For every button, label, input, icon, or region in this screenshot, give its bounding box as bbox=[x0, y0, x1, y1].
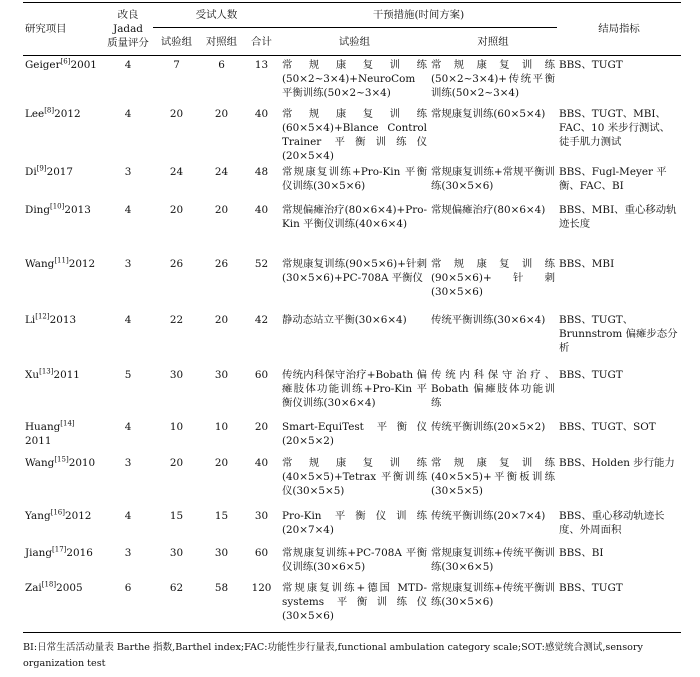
experimental-count-cell: 7 bbox=[173, 59, 180, 71]
outcome-cell: BBS、TUGT bbox=[559, 581, 623, 594]
table-row bbox=[23, 579, 681, 633]
experimental-intervention-cell: 常规康复训练(40×5×5)+Tetrax 平衡训练仪(30×5×5) bbox=[282, 456, 427, 497]
outcome-cell: BBS、TUGT bbox=[559, 368, 623, 381]
experimental-count-cell: 20 bbox=[169, 456, 184, 469]
table-row bbox=[23, 454, 681, 507]
jadad-score-cell: 5 bbox=[124, 368, 132, 381]
study-characteristics-table bbox=[23, 2, 681, 633]
total-count-cell: 40 bbox=[254, 456, 269, 469]
header-outcome: 结局指标 bbox=[557, 3, 681, 56]
jadad-score-cell: 3 bbox=[124, 165, 132, 178]
experimental-count-cell: 20 bbox=[169, 203, 184, 216]
outcome-cell: BBS、MBI bbox=[559, 257, 615, 270]
experimental-count-cell: 10 bbox=[169, 420, 184, 433]
control-count-cell: 24 bbox=[214, 165, 229, 178]
table-row bbox=[23, 366, 681, 418]
experimental-intervention-cell: Pro-Kin 平衡仪训练(20×7×4) bbox=[282, 509, 427, 536]
control-count-cell: 15 bbox=[214, 509, 229, 522]
total-count-cell: 52 bbox=[254, 257, 269, 270]
total-count-cell: 120 bbox=[251, 581, 272, 594]
footnote: BI:日常生活活动量表 Barthe 指数,Barthel index;FAC:功能性步行量表,functional ambulation category scale;SOT:感觉统合测试,sensory organization test bbox=[23, 642, 643, 669]
jadad-score-cell: 4 bbox=[124, 107, 132, 120]
experimental-count-cell: 15 bbox=[169, 509, 184, 522]
outcome-cell: BBS、重心移动轨迹长度、外周面积 bbox=[559, 509, 665, 536]
outcome-cell: BBS、MBI、重心移动轨迹长度 bbox=[559, 203, 677, 230]
outcome-cell: BBS、BI bbox=[559, 546, 604, 559]
experimental-count-cell: 26 bbox=[169, 257, 184, 270]
jadad-score-cell: 3 bbox=[124, 546, 132, 559]
study-cell: Jiang[17]2016 bbox=[25, 545, 93, 559]
outcome-cell: BBS、TUGT、MBI、FAC、10 米步行测试、徒手肌力测试 bbox=[559, 107, 671, 148]
table-row bbox=[23, 544, 681, 579]
experimental-count-cell: 22 bbox=[169, 313, 184, 326]
experimental-intervention-cell: 静动态站立平衡(30×6×4) bbox=[282, 313, 407, 326]
control-intervention-cell: 常规康复训练+传统平衡训练(30×6×5) bbox=[431, 546, 556, 573]
table-row bbox=[23, 163, 681, 201]
experimental-count-cell: 20 bbox=[169, 107, 184, 120]
study-cell: Ding[10]2013 bbox=[25, 202, 91, 216]
control-count-cell: 10 bbox=[214, 420, 229, 433]
header-experimental: 试验组 bbox=[153, 28, 200, 56]
outcome-cell: BBS、TUGT、SOT bbox=[559, 420, 656, 433]
control-intervention-cell: 常规康复训练(40×5×5)+平衡板训练(30×5×5) bbox=[431, 456, 556, 497]
experimental-intervention-cell: 常规康复训练+德国 MTD-systems 平衡训练仪(30×5×6) bbox=[282, 581, 427, 622]
control-count-cell: 20 bbox=[214, 313, 229, 326]
control-count-cell: 20 bbox=[214, 203, 229, 216]
study-cell: Xu[13]2011 bbox=[25, 367, 80, 381]
jadad-score-cell: 6 bbox=[124, 581, 132, 594]
study-cell: Zai[18]2005 bbox=[25, 580, 83, 594]
control-intervention-cell: 传统内科保守治疗、Bobath 偏瘫肢体功能训练 bbox=[431, 368, 556, 409]
outcome-cell: BBS、Holden 步行能力 bbox=[559, 456, 675, 469]
jadad-score-cell: 4 bbox=[124, 203, 132, 216]
experimental-count-cell: 30 bbox=[169, 368, 184, 381]
control-intervention-cell: 常规偏瘫治疗(80×6×4) bbox=[431, 203, 546, 216]
study-cell: Lee[8]2012 bbox=[25, 106, 81, 120]
control-intervention-cell: 常规康复训练+常规平衡训练(30×5×6) bbox=[431, 165, 556, 192]
experimental-intervention-cell: 常规康复训练+PC-708A 平衡仪训练(30×6×5) bbox=[282, 546, 427, 573]
header-int-experimental: 试验组 bbox=[280, 28, 429, 56]
total-count-cell: 48 bbox=[254, 165, 269, 178]
experimental-intervention-cell: 常规康复训练+Pro-Kin 平衡仪训练(30×5×6) bbox=[282, 165, 427, 192]
total-count-cell: 60 bbox=[254, 546, 269, 559]
control-count-cell: 20 bbox=[214, 107, 229, 120]
study-cell: Li[12]2013 bbox=[25, 312, 77, 326]
table-row bbox=[23, 56, 681, 105]
jadad-score-cell: 4 bbox=[124, 313, 132, 326]
total-count-cell: 40 bbox=[254, 203, 269, 216]
table-row bbox=[23, 311, 681, 366]
experimental-intervention-cell: 常规偏瘫治疗(80×6×4)+Pro-Kin 平衡仪训练(40×6×4) bbox=[282, 203, 427, 230]
study-cell: Wang[11]2012 bbox=[25, 256, 96, 270]
control-intervention-cell: 传统平衡训练(20×5×2) bbox=[431, 420, 546, 433]
header-total: 合计 bbox=[243, 28, 280, 56]
table-row bbox=[23, 105, 681, 163]
header-jadad: 改良 Jadad 质量评分 bbox=[103, 3, 153, 56]
total-count-cell: 42 bbox=[254, 313, 269, 326]
total-count-cell: 13 bbox=[254, 59, 269, 71]
experimental-intervention-cell: 常规康复训练(60×5×4)+Blance Control Trainer 平衡训练仪(20×5×4) bbox=[282, 107, 427, 162]
control-intervention-cell: 传统平衡训练(20×7×4) bbox=[431, 509, 546, 522]
control-count-cell: 58 bbox=[214, 581, 229, 594]
jadad-score-cell: 3 bbox=[124, 257, 132, 270]
experimental-count-cell: 62 bbox=[169, 581, 184, 594]
outcome-cell: BBS、Fugl-Meyer 平衡、FAC、BI bbox=[559, 165, 667, 192]
header-control: 对照组 bbox=[200, 28, 243, 56]
jadad-score-cell: 4 bbox=[124, 420, 132, 433]
control-intervention-cell: 常规康复训练(60×5×4) bbox=[431, 107, 546, 120]
jadad-score-cell: 3 bbox=[124, 456, 132, 469]
control-intervention-cell: 常规康复训练+传统平衡训练(30×5×6) bbox=[431, 581, 556, 608]
study-cell: Di[9]2017 bbox=[25, 164, 74, 178]
header-int-control: 对照组 bbox=[429, 28, 557, 56]
table-row bbox=[23, 418, 681, 454]
control-count-cell: 20 bbox=[214, 456, 229, 469]
control-count-cell: 26 bbox=[214, 257, 229, 270]
total-count-cell: 30 bbox=[254, 509, 269, 522]
outcome-cell: BBS、TUGT、Brunnstrom 偏瘫步态分析 bbox=[559, 313, 678, 354]
control-intervention-cell: 常规康复训练(90×5×6)+针刺(30×5×6) bbox=[431, 257, 556, 298]
control-count-cell: 30 bbox=[214, 546, 229, 559]
total-count-cell: 20 bbox=[254, 420, 269, 433]
table-row bbox=[23, 201, 681, 255]
study-cell: Yang[16]2012 bbox=[25, 508, 92, 522]
jadad-score-cell: 4 bbox=[124, 59, 132, 71]
table-row bbox=[23, 507, 681, 544]
total-count-cell: 40 bbox=[254, 107, 269, 120]
total-count-cell: 60 bbox=[254, 368, 269, 381]
experimental-intervention-cell: 常规康复训练(90×5×6)+针刺(30×5×6)+PC-708A 平衡仪 bbox=[282, 257, 427, 284]
control-count-cell: 30 bbox=[214, 368, 229, 381]
experimental-intervention-cell: 常规康复训练(50×2~3×4)+NeuroCom 平衡训练(50×2~3×4) bbox=[282, 59, 427, 99]
outcome-cell: BBS、TUGT bbox=[559, 59, 623, 71]
experimental-count-cell: 30 bbox=[169, 546, 184, 559]
experimental-intervention-cell: Smart-EquiTest 平衡仪(20×5×2) bbox=[282, 420, 427, 447]
control-count-cell: 6 bbox=[218, 59, 225, 71]
experimental-count-cell: 24 bbox=[169, 165, 184, 178]
experimental-intervention-cell: 传统内科保守治疗+Bobath 偏瘫肢体功能训练+Pro-Kin 平衡仪训练(30×6×4) bbox=[282, 368, 427, 409]
jadad-score-cell: 4 bbox=[124, 509, 132, 522]
header-intervention: 干预措施(时间方案) bbox=[280, 3, 557, 28]
header-study: 研究项目 bbox=[23, 3, 103, 56]
study-cell: Huang[14] 2011 bbox=[25, 419, 75, 447]
study-cell: Geiger[6]2001 bbox=[25, 57, 97, 71]
control-intervention-cell: 传统平衡训练(30×6×4) bbox=[431, 313, 546, 326]
control-intervention-cell: 常规康复训练(50×2~3×4)+传统平衡训练(50×2~3×4) bbox=[431, 59, 556, 99]
table-row bbox=[23, 255, 681, 311]
study-cell: Wang[15]2010 bbox=[25, 455, 96, 469]
header-subjects: 受试人数 bbox=[153, 3, 280, 28]
